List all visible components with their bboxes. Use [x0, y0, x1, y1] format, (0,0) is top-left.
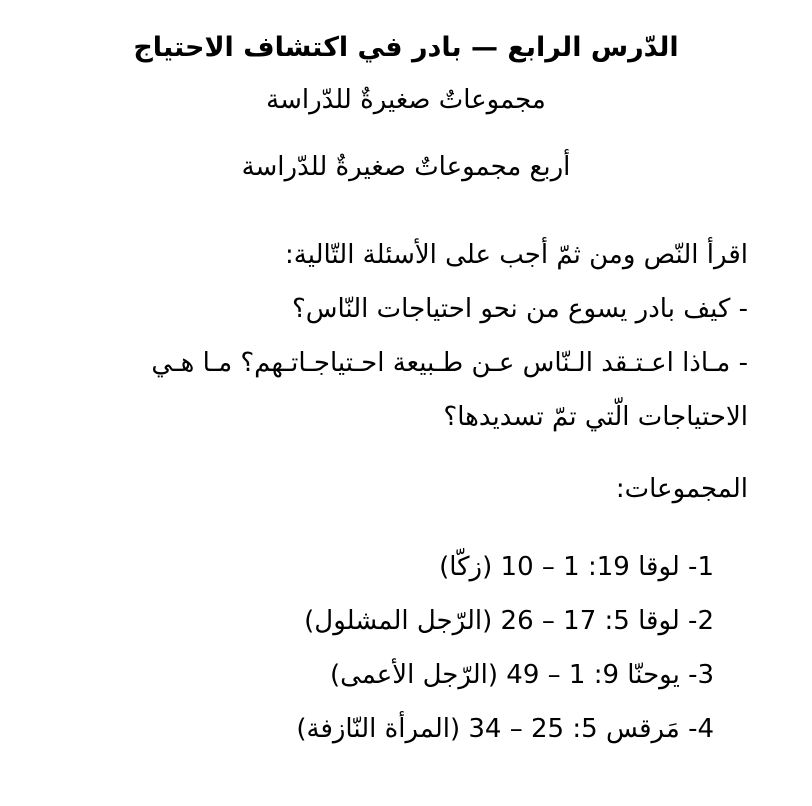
section-heading: أربع مجموعاتٌ صغيرةٌ للدّراسة: [241, 152, 571, 182]
lesson-title: الدّرس الرابع — بادر في اكتشاف الاحتياج: [133, 32, 679, 63]
groups-label-text: المجموعات:: [615, 474, 748, 504]
list-item: 3- يوحنّا 9: 1 – 49 (الرّجل الأعمى): [329, 660, 714, 690]
list-item: 2- لوقا 5: 17 – 26 (الرّجل المشلول): [304, 606, 714, 636]
question-2-line-1: - مـاذا اعـتـقد الـنّاس عـن طـبيعة احـتياجـاتـهم؟ مـا هـي: [151, 348, 748, 378]
groups-label: [18, 462, 748, 516]
instructions-intro: اقرأ النّص ومن ثمّ أجب على الأسئلة التّالية:: [285, 240, 748, 270]
groups-list: [214, 540, 714, 756]
list-item: 4- مَرقس 5: 25 – 34 (المرأة النّازفة): [296, 714, 714, 744]
question-2-line-2: الاحتياجات الّتي تمّ تسديدها؟: [443, 402, 748, 432]
question-1: - كيف بادر يسوع من نحو احتياجات النّاس؟: [291, 294, 748, 324]
instructions-block: [18, 228, 748, 444]
list-item: 1- لوقا 19: 1 – 10 (زكّا): [439, 552, 714, 582]
lesson-subtitle: مجموعاتٌ صغيرةٌ للدّراسة: [266, 85, 546, 115]
